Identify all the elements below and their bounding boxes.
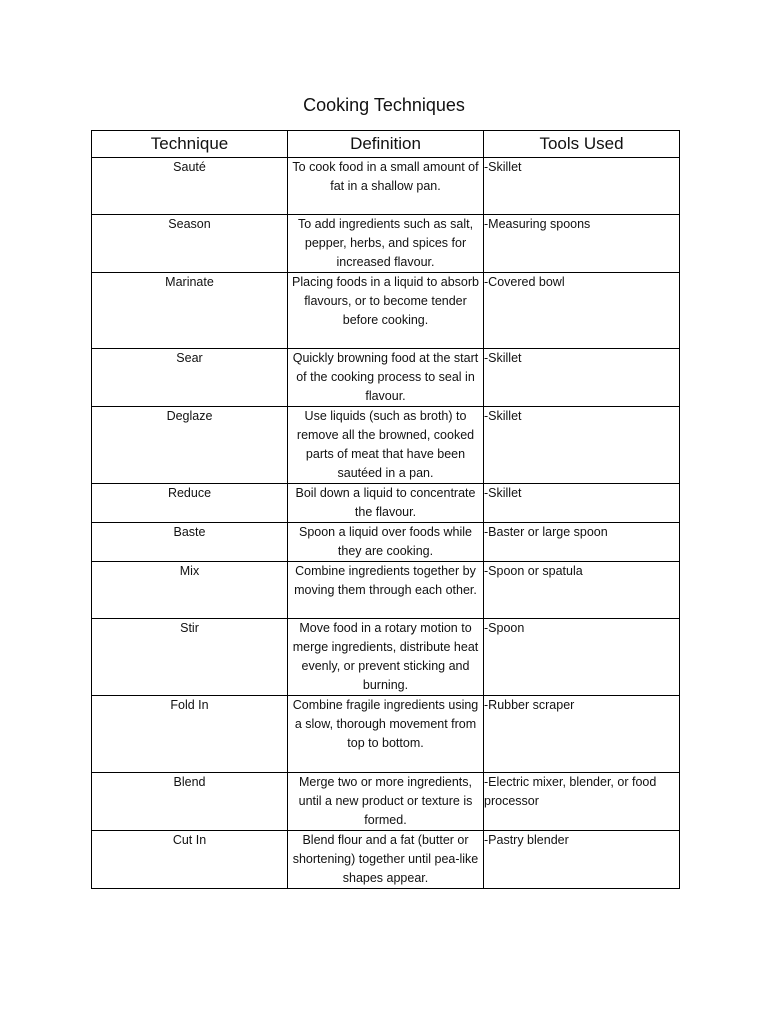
table-row xyxy=(92,831,680,889)
technique-cell: Baste xyxy=(92,523,288,562)
table-row xyxy=(92,407,680,484)
definition-cell: Quickly browning food at the start of the cooking process to seal in flavour. xyxy=(288,349,484,407)
table-row xyxy=(92,484,680,523)
technique-cell: Deglaze xyxy=(92,407,288,484)
tools-cell: -Electric mixer, blender, or food processor xyxy=(484,773,680,831)
table-body xyxy=(92,158,680,889)
table-row xyxy=(92,696,680,773)
tools-cell: -Spoon or spatula xyxy=(484,562,680,619)
tools-cell: -Measuring spoons xyxy=(484,215,680,273)
tools-cell: -Baster or large spoon xyxy=(484,523,680,562)
definition-cell: Boil down a liquid to concentrate the flavour. xyxy=(288,484,484,523)
technique-cell: Reduce xyxy=(92,484,288,523)
technique-cell: Sauté xyxy=(92,158,288,215)
technique-cell: Season xyxy=(92,215,288,273)
page-title: Cooking Techniques xyxy=(303,95,465,115)
definition-cell: To cook food in a small amount of fat in a shallow pan. xyxy=(288,158,484,215)
tools-cell: -Spoon xyxy=(484,619,680,696)
table-row xyxy=(92,523,680,562)
table-row xyxy=(92,562,680,619)
tools-cell: -Pastry blender xyxy=(484,831,680,889)
tools-cell: -Skillet xyxy=(484,407,680,484)
tools-cell: -Skillet xyxy=(484,158,680,215)
definition-cell: Placing foods in a liquid to absorb flavours, or to become tender before cooking. xyxy=(288,273,484,349)
column-header-definition: Definition xyxy=(288,131,484,158)
table-row xyxy=(92,273,680,349)
column-header-tools-used: Tools Used xyxy=(484,131,680,158)
technique-cell: Fold In xyxy=(92,696,288,773)
tools-cell: -Skillet xyxy=(484,349,680,407)
definition-cell: Move food in a rotary motion to merge ingredients, distribute heat evenly, or prevent sticking and burning. xyxy=(288,619,484,696)
definition-cell: Blend flour and a fat (butter or shortening) together until pea-like shapes appear. xyxy=(288,831,484,889)
definition-cell: Combine fragile ingredients using a slow, thorough movement from top to bottom. xyxy=(288,696,484,773)
table-row xyxy=(92,158,680,215)
technique-cell: Marinate xyxy=(92,273,288,349)
table-row xyxy=(92,619,680,696)
table-header xyxy=(92,131,680,158)
technique-cell: Sear xyxy=(92,349,288,407)
definition-cell: Combine ingredients together by moving them through each other. xyxy=(288,562,484,619)
definition-cell: Spoon a liquid over foods while they are cooking. xyxy=(288,523,484,562)
technique-cell: Blend xyxy=(92,773,288,831)
technique-cell: Mix xyxy=(92,562,288,619)
column-header-technique: Technique xyxy=(92,131,288,158)
table-row xyxy=(92,349,680,407)
cooking-techniques-table xyxy=(91,130,680,889)
tools-cell: -Covered bowl xyxy=(484,273,680,349)
tools-cell: -Rubber scraper xyxy=(484,696,680,773)
definition-cell: To add ingredients such as salt, pepper, herbs, and spices for increased flavour. xyxy=(288,215,484,273)
definition-cell: Use liquids (such as broth) to remove all the browned, cooked parts of meat that have been sautéed in a pan. xyxy=(288,407,484,484)
table-row xyxy=(92,773,680,831)
tools-cell: -Skillet xyxy=(484,484,680,523)
definition-cell: Merge two or more ingredients, until a new product or texture is formed. xyxy=(288,773,484,831)
header-row xyxy=(92,131,680,158)
table-row xyxy=(92,215,680,273)
technique-cell: Cut In xyxy=(92,831,288,889)
technique-cell: Stir xyxy=(92,619,288,696)
